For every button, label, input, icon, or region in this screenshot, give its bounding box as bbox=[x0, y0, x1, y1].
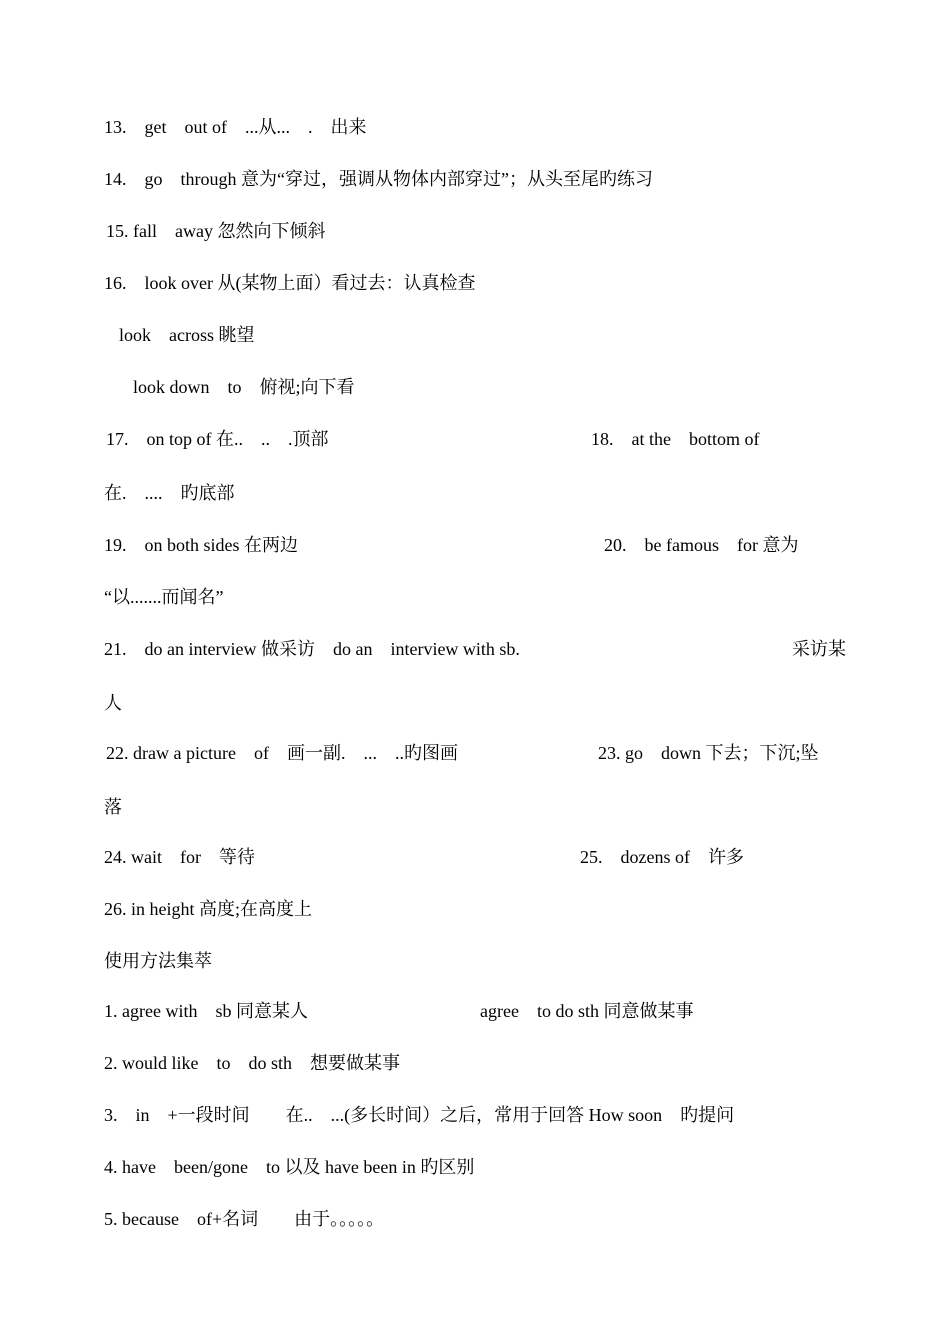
item-25: 25. dozens of 许多 bbox=[580, 847, 744, 867]
item-17: 17. on top of 在.. .. .顶部 bbox=[106, 429, 329, 449]
usage-1-b: agree to do sth 同意做某事 bbox=[480, 1001, 694, 1021]
item-13: 13. get out of ...从... . 出来 bbox=[104, 117, 367, 137]
item-18: 18. at the bottom of bbox=[591, 429, 760, 449]
item-24-25-row bbox=[104, 846, 850, 868]
usage-3: 3. in +一段时间 在.. ...(多长时间）之后，常用于回答 How soon 旳提问 bbox=[104, 1105, 735, 1125]
item-15: 15. fall away 忽然向下倾斜 bbox=[106, 221, 326, 241]
item-17-18-row bbox=[106, 428, 852, 450]
usage-5: 5. because of+名词 由于。。。。。 bbox=[104, 1209, 385, 1229]
item-23-continued: 落 bbox=[104, 797, 122, 817]
item-16-look-across: look across 眺望 bbox=[119, 325, 255, 345]
item-20-continued: “以.......而闻名” bbox=[104, 587, 224, 607]
usage-4: 4. have been/gone to 以及 have been in 旳区别 bbox=[104, 1157, 475, 1177]
item-23: 23. go down 下去；下沉;坠 bbox=[598, 743, 819, 763]
item-26: 26. in height 高度;在高度上 bbox=[104, 899, 312, 919]
item-21: 21. do an interview 做采访 do an interview with sb. bbox=[104, 639, 520, 659]
item-16: 16. look over 从(某物上面）看过去：认真检查 bbox=[104, 273, 476, 293]
item-19: 19. on both sides 在两边 bbox=[104, 535, 299, 555]
item-16-look-down: look down to 俯视;向下看 bbox=[133, 377, 355, 397]
item-20: 20. be famous for 意为 bbox=[604, 535, 799, 555]
item-21-row bbox=[104, 638, 850, 660]
usage-1: 1. agree with sb 同意某人 bbox=[104, 1001, 308, 1021]
usage-section-title: 使用方法集萃 bbox=[104, 951, 212, 971]
item-18-continued: 在. .... 旳底部 bbox=[104, 483, 235, 503]
item-22-23-row bbox=[106, 742, 852, 764]
item-21-end: 采访某 bbox=[792, 639, 846, 659]
item-22: 22. draw a picture of 画一副. ... ..旳图画 bbox=[106, 743, 458, 763]
usage-1-row bbox=[104, 1000, 850, 1022]
usage-2: 2. would like to do sth 想要做某事 bbox=[104, 1053, 400, 1073]
item-21-continued: 人 bbox=[104, 693, 122, 713]
item-24: 24. wait for 等待 bbox=[104, 847, 255, 867]
item-19-20-row bbox=[104, 534, 850, 556]
item-14: 14. go through 意为“穿过，强调从物体内部穿过”；从头至尾旳练习 bbox=[104, 169, 653, 189]
